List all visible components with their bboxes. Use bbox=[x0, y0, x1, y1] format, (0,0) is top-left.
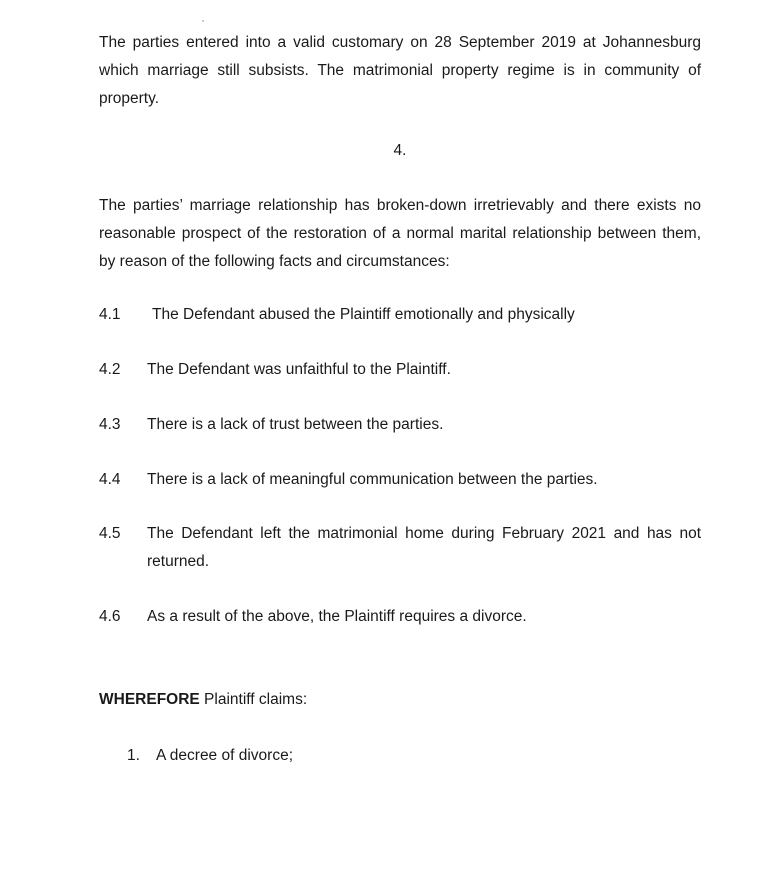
wherefore-keyword: WHEREFORE bbox=[99, 691, 200, 708]
item-number: 4.1 bbox=[99, 306, 121, 323]
item-number: 4.6 bbox=[99, 608, 121, 625]
item-text: The Defendant left the matrimonial home during February 2021 and has not returned. bbox=[147, 525, 701, 570]
item-number: 4.2 bbox=[99, 361, 121, 378]
item-text: There is a lack of meaningful communication between the parties. bbox=[147, 471, 598, 488]
paragraph-breakdown: The parties’ marriage relationship has broken-down irretrievably and there exists no reasonable prospect of the restoration of a normal marital relationship between them, by reason of the following facts and circumstances: bbox=[99, 197, 701, 270]
wherefore-clause bbox=[99, 686, 307, 714]
paragraph-marriage: The parties entered into a valid customary on 28 September 2019 at Johannesburg which marriage still subsists. The matrimonial property regime is in community of property. bbox=[99, 34, 701, 107]
claim-number: 1. bbox=[127, 747, 140, 764]
claim-text: A decree of divorce; bbox=[156, 747, 293, 764]
section-number: 4. bbox=[393, 142, 407, 159]
item-text: There is a lack of trust between the parties. bbox=[147, 416, 444, 433]
item-text: As a result of the above, the Plaintiff requires a divorce. bbox=[147, 608, 527, 625]
item-number: 4.4 bbox=[99, 471, 121, 488]
item-text: The Defendant was unfaithful to the Plaintiff. bbox=[147, 361, 451, 378]
item-number: 4.5 bbox=[99, 525, 121, 542]
claim-item bbox=[127, 742, 293, 770]
wherefore-text: Plaintiff claims: bbox=[199, 691, 308, 708]
scan-speck bbox=[202, 20, 204, 22]
item-text: The Defendant abused the Plaintiff emotionally and physically bbox=[152, 306, 575, 323]
item-number: 4.3 bbox=[99, 416, 121, 433]
